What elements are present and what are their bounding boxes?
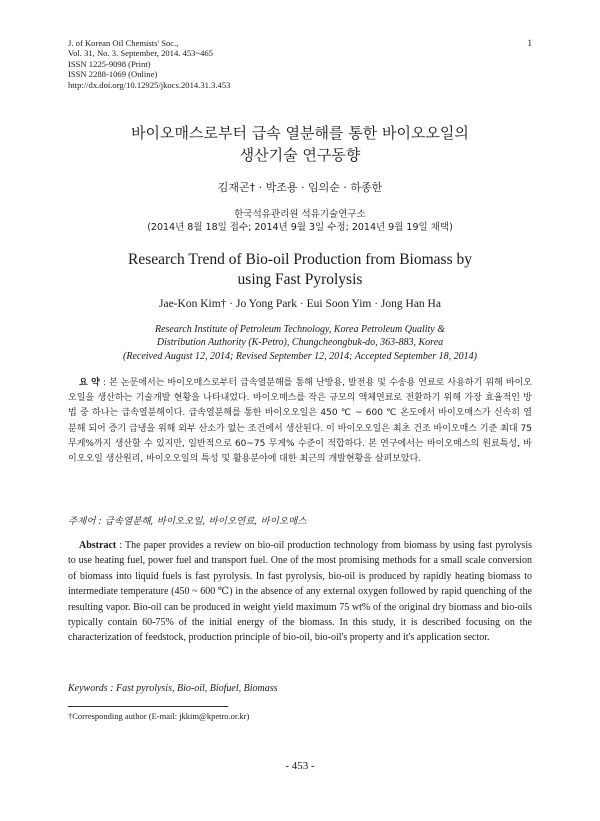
footnote: †Corresponding author (E-mail: jkkim@kpetro.or.kr) [68, 711, 250, 721]
english-affiliation-block [0, 323, 600, 363]
english-affiliation-line2: Distribution Authority (K-Petro), Chungcheongbuk-do, 363-883, Korea [156, 337, 444, 349]
page-number: 1 [527, 38, 532, 48]
korean-abstract-text: : 본 논문에서는 바이오매스로부터 급속열분해를 통해 난방용, 발전용 및 수송용 연료로 사용하기 위해 바이오오일을 생산하는 기술개발 현황을 나타내었다. 바이오매스를 작은 규모의 액체연료로 전환하기 위해 가장 효율적인 방법 중 하나는 급속열분해이다. 급속열분해를 통한 바이오오일은 450 ℃ ~ 600 ℃ 온도에서 바이오매스가 신속히 열분해 되어 증기 급냉을 위해 외부 산소가 없는 조건에서 생산된다. 이 바이오오일은 최초 건조 바이오매스 기준 최대 75 무게%까지 생산할 수 있지만, 일반적으로 60~75 무게% 수준이 적합하다. 본 연구에서는 바이오매스의 원료특성, 바이오오일 생산원리, 바이오오일의 특성 및 활용분야에 대한 최근의 개발현황을 살펴보았다. [68, 378, 532, 465]
english-affiliation-line1: Research Institute of Petroleum Technology, Korea Petroleum Quality & [154, 324, 446, 335]
issn-print: ISSN 1225-9098 (Print) [68, 58, 151, 69]
english-title [0, 250, 600, 290]
korean-title-line2: 생산기술 연구동향 [239, 146, 361, 164]
korean-abstract [68, 376, 532, 467]
english-abstract [68, 538, 532, 646]
korean-abstract-label: 요 약 [79, 378, 100, 388]
issn-online: ISSN 2288-1069 (Online) [68, 69, 158, 80]
korean-title-line1: 바이오매스로부터 급속 열분해를 통한 바이오오일의 [131, 124, 469, 142]
korean-affiliation: 한국석유관리원 석유기술연구소 [234, 209, 366, 220]
english-authors: Jae-Kon Kim† · Jo Yong Park · Eui Soon Yim · Jong Han Ha [159, 298, 441, 310]
korean-authors: 김재곤† · 박조용 · 임의순 · 하종한 [217, 181, 383, 194]
korean-dates: (2014년 8월 18일 접수; 2014년 9월 3일 수정; 2014년 9월 19일 채택) [147, 222, 453, 233]
page-footer-number: - 453 - [285, 760, 315, 772]
doi-link[interactable]: http://dx.doi.org/10.12925/jkocs.2014.31.3.453 [68, 79, 231, 90]
journal-name: J. of Korean Oil Chemists' Soc., [68, 38, 179, 48]
english-abstract-text: : The paper provides a review on bio-oil production technology from biomass by using fast pyrolysis to use heating fuel, power fuel and transport fuel. One of the most promising methods for a small scale conversion of biomass into liquid fuels is fast pyrolysis. In fast pyrolysis, bio-oil is produced by rapidly heating biomass to intermediate temperature (450 ~ 600 ℃) in the absence of any external oxygen followed by rapid quenching of the resulting vapor. Bio-oil can be produced in weight yield maximum 75 wt% of the original dry biomass and bio-oils typically contain 60-75% of the initial energy of the biomass. In this study, it is described focusing on the characterization of feedstock, production principle of bio-oil, bio-oil's property and it's application sector. [68, 540, 532, 644]
english-dates: (Received August 12, 2014; Revised September 12, 2014; Accepted September 18, 2014) [123, 350, 477, 362]
korean-affiliation-block [0, 208, 600, 234]
journal-volume: Vol. 31, No. 3. September, 2014. 453~465 [68, 48, 213, 59]
korean-title [0, 122, 600, 166]
footnote-divider [68, 706, 228, 707]
english-keywords: Keywords : Fast pyrolysis, Bio-oil, Biofuel, Biomass [68, 683, 278, 694]
korean-keywords: 주제어 : 급속열분해, 바이오오일, 바이오연료, 바이오매스 [68, 516, 307, 527]
english-abstract-label: Abstract [79, 540, 117, 551]
english-title-line2: using Fast Pyrolysis [237, 271, 363, 288]
english-title-line1: Research Trend of Bio-oil Production from Biomass by [128, 251, 472, 268]
journal-header [68, 38, 230, 90]
